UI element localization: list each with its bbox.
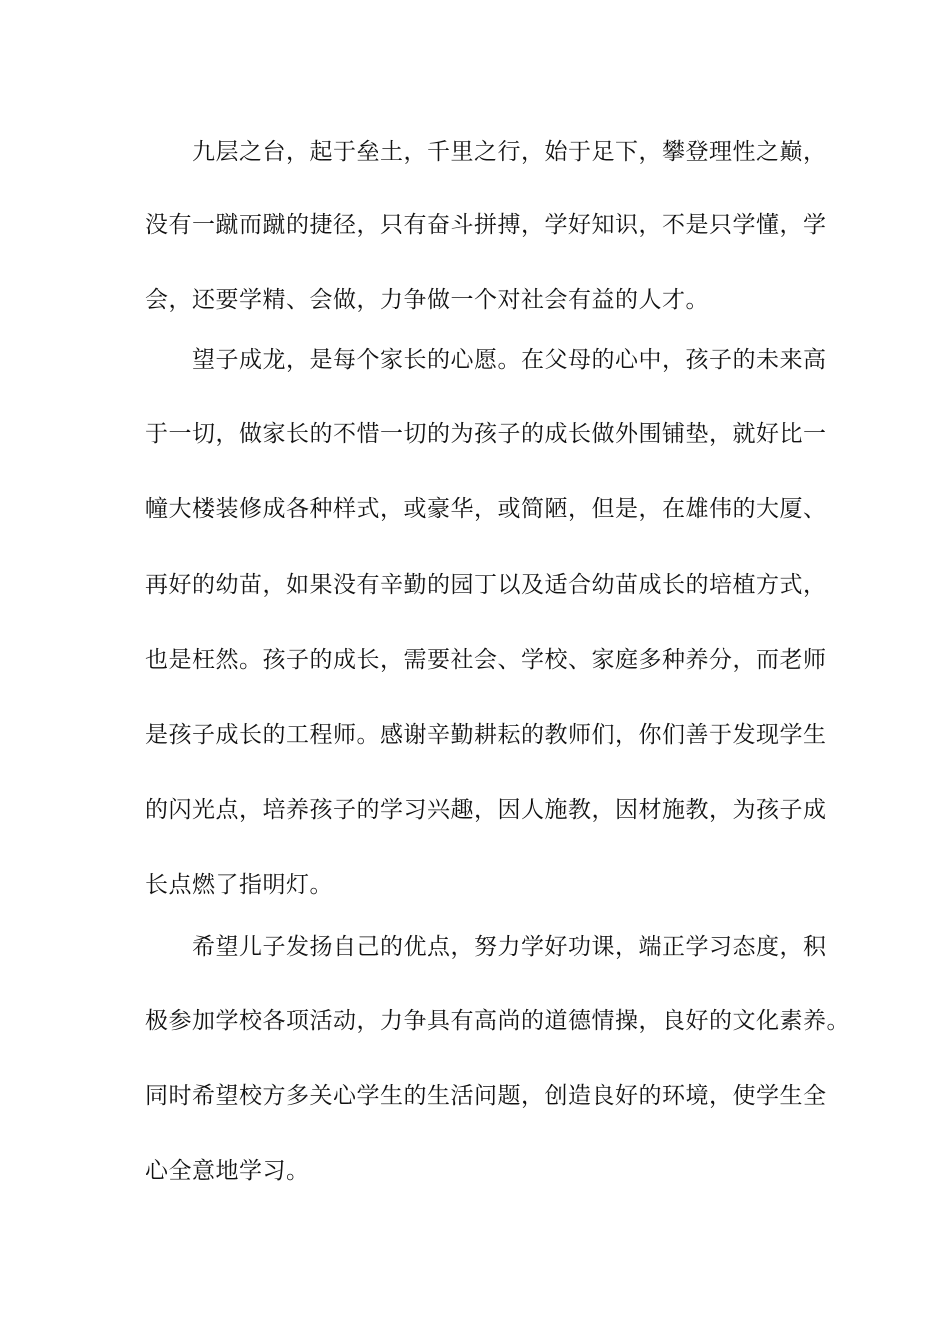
paragraph-2-line-3: 幢大楼装修成各种样式，或豪华，或简陋，但是，在雄伟的大厦、 <box>145 496 827 522</box>
paragraph-1-line-2: 没有一蹴而蹴的捷径，只有奋斗拼搏，学好知识，不是只学懂，学 <box>145 212 827 238</box>
paragraph-2-line-2: 于一切，做家长的不惜一切的为孩子的成长做外围铺垫，就好比一 <box>145 421 827 447</box>
paragraph-2-line-1: 望子成龙，是每个家长的心愿。在父母的心中，孩子的未来高 <box>145 347 827 373</box>
paragraph-1-line-3: 会，还要学精、会做，力争做一个对社会有益的人才。 <box>145 287 709 313</box>
paragraph-3-line-1: 希望儿子发扬自己的优点，努力学好功课，端正学习态度，积 <box>145 934 827 960</box>
paragraph-2-line-7: 的闪光点，培养孩子的学习兴趣，因人施教，因材施教，为孩子成 <box>145 797 827 823</box>
paragraph-3-line-4: 心全意地学习。 <box>145 1158 310 1184</box>
paragraph-1-line-1: 九层之台，起于垒土，千里之行，始于足下，攀登理性之巅， <box>145 139 827 165</box>
paragraph-3-line-3: 同时希望校方多关心学生的生活问题，创造良好的环境，使学生全 <box>145 1083 827 1109</box>
paragraph-3-line-2: 极参加学校各项活动，力争具有高尚的道德情操，良好的文化素养。 <box>145 1008 850 1034</box>
paragraph-2-line-6: 是孩子成长的工程师。感谢辛勤耕耘的教师们，你们善于发现学生 <box>145 722 827 748</box>
paragraph-2-line-8: 长点燃了指明灯。 <box>145 872 333 898</box>
paragraph-2-line-4: 再好的幼苗，如果没有辛勤的园丁以及适合幼苗成长的培植方式， <box>145 572 827 598</box>
paragraph-2-line-5: 也是枉然。孩子的成长，需要社会、学校、家庭多种养分，而老师 <box>145 647 827 673</box>
